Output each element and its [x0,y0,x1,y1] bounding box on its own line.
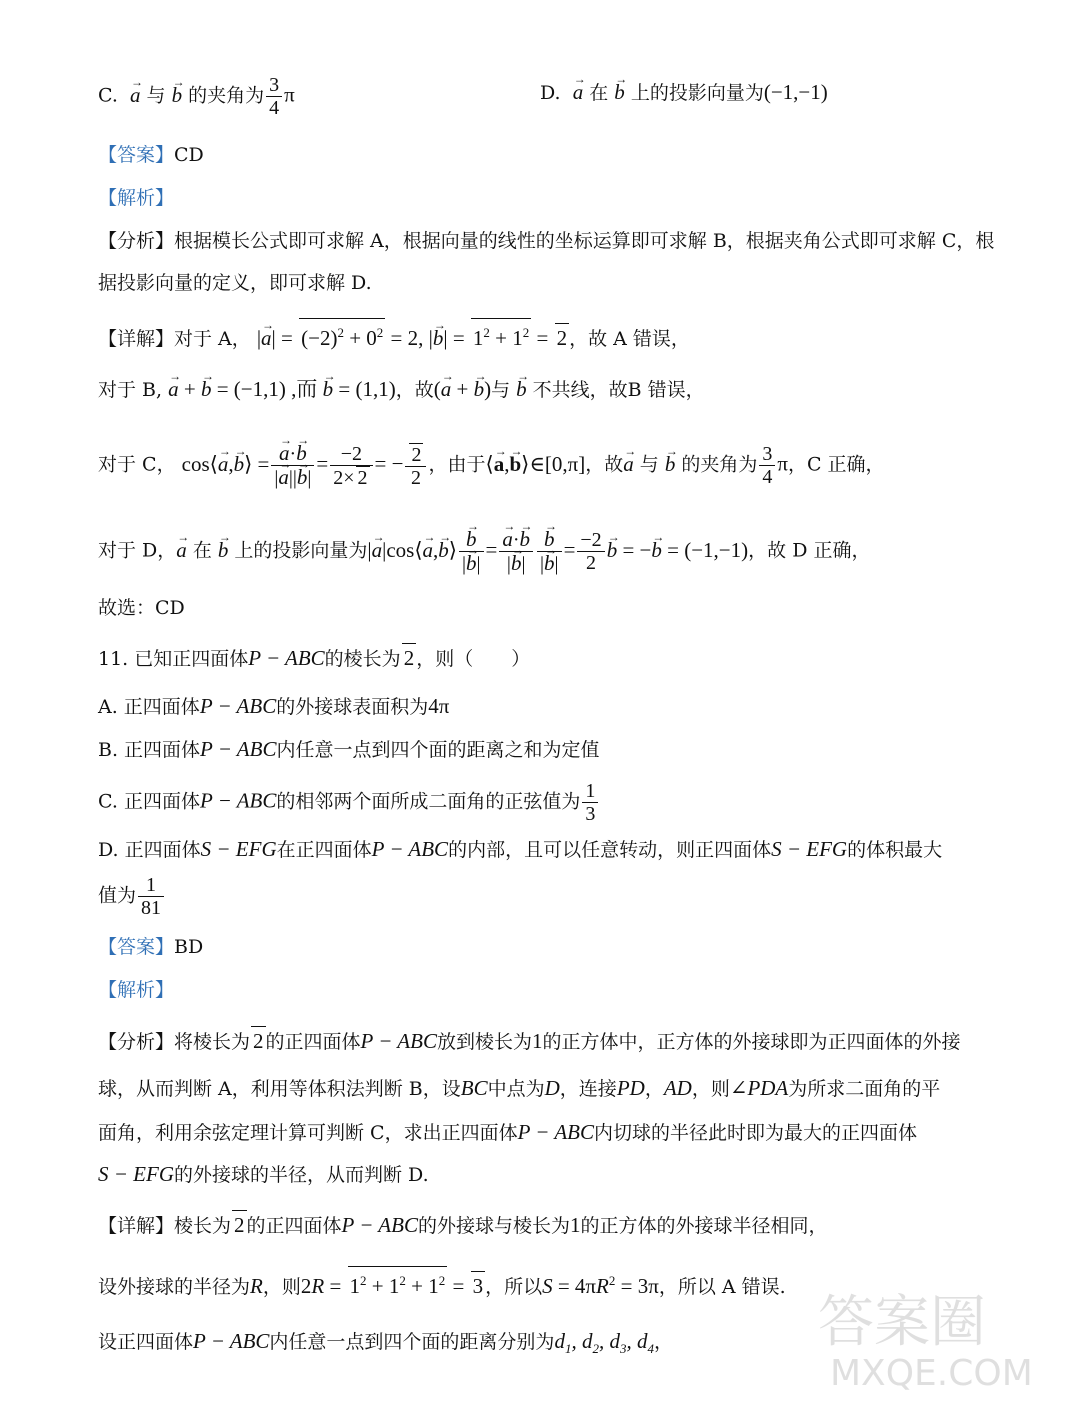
detail1-a: 【详解】对于 A， |→ $a| = (-2)^2 + 0^2 = 2$, |→ $b| = 1^2 + 1^2 = 2$ ，故 A 错误， [98,318,1000,353]
q11-option-d-line1: D. 正四面体S − EFG在正四面体P − ABC的内部，且可以任意转动，则正四面体S − EFG的体积最大 [98,837,943,861]
watermark-logo [810,1281,1040,1391]
detail2-line1: 【详解】棱长为 2 的正四面体P − ABC的外接球与棱长为1的正方体的外接球半径相同， [98,1210,1000,1240]
fenxi2-line2: 球，从而判断 A，利用等体积法判断 B，设BC中点为D，连接PD，AD，则∠PDA为所求二面角的平 [98,1076,941,1100]
fenxi2-line1: 【分析】将棱长为 2 的正四面体P − ABC放到棱长为1的正方体中，正方体的外接球即为正四面体的外接 [98,1026,1000,1056]
analysis1-row [98,184,1000,212]
fenxi2-line4: S − EFG的外接球的半径，从而判断 D. [98,1162,429,1186]
answer-tag: 【答案】 [98,144,175,166]
option-c-top-row: C. → a 与 → b 的夹角为 $\frac{3}{4}$ π [98,74,1000,119]
q11-option-c: C. 正四面体P − ABC的相邻两个面所成二面角的正弦值为 $\frac{1}{3}$ [98,780,1000,825]
question-11: 11. 已知正四面体P − ABC的棱长为 2 ，则（ ） [98,643,1000,673]
q11-option-d-line2: 值为 $\frac{1}{81}$ [98,874,1000,919]
svg-text:答案圈: 答案圈 [818,1290,986,1355]
q11-option-a: A. 正四面体P − ABC的外接球表面积为4π [98,694,450,718]
fenxi1-line2: 据投影向量的定义，即可求解 D. [98,272,372,294]
analysis-tag: 【解析】 [98,187,175,209]
detail1-c: 对于 C， cos⟨→ a,→ b⟩ = → $\frac{a\cdot\to b}{|\to a||\to b|}$ = $\frac{-2}{2\times 2}$ = − $\frac{2}{2}$ ，由于⟨→ a,→ b⟩∈[0,π]，故→ a 与 → b 的夹角为 $\frac{3}{4}$ π，C 正确， [98,442,1000,489]
answer-value: CD [174,144,204,166]
fenxi1-line1: 【分析】根据模长公式即可求解 A，根据向量的线性的坐标运算即可求解 B，根据夹角公式即可求解 C，根 [98,230,995,252]
guxuan1-row: 故选：CD [98,597,185,619]
option-d-top-row: D. → a 在 → b 上的投影向量为(−1,−1) [540,78,1000,107]
svg-text:MXQE.COM: MXQE.COM [830,1353,1033,1391]
fenxi2-line3: 面角，利用余弦定理计算可判断 C，求出正四面体P − ABC内切球的半径此时即为最大的正四面体 [98,1120,918,1144]
answer2-row: 【答案】BD [98,936,204,958]
detail2-line3: 设正四面体P − ABC内任意一点到四个面的距离分别为$d_1$, $d_2$, $d_3$, $d_4$， [98,1329,673,1357]
answer1-row [98,141,1000,169]
q11-option-b: B. 正四面体P − ABC内任意一点到四个面的距离之和为定值 [98,737,600,761]
detail2-line2: 设外接球的半径为R，则$2R = 1^2 + 1^2 + 1^2 = 3$ ，所以$S = 4\pi R^2 = 3\pi$，所以 A 错误. [98,1266,1000,1301]
detail1-d: 对于 D，→ a 在 → b 上的投影向量为|→ a|cos⟨→ a,→ b⟩ → $\frac{b}{|\to b|}$ = → $\frac{a\cdot\to b}{|\to b|}$ → $\frac{b}{|\to b|}$ = $\frac{-2}{2}$ → b = −→ b = (−1,−1)，故 D 正确， [98,528,1000,575]
detail1-b: 对于 B, → a + → b = (−1,1) ,而 → b = (1,1)，故(→ a + → b)与 → b 不共线，故B 错误， [98,375,1000,404]
analysis2-row: 【解析】 [98,979,175,1001]
